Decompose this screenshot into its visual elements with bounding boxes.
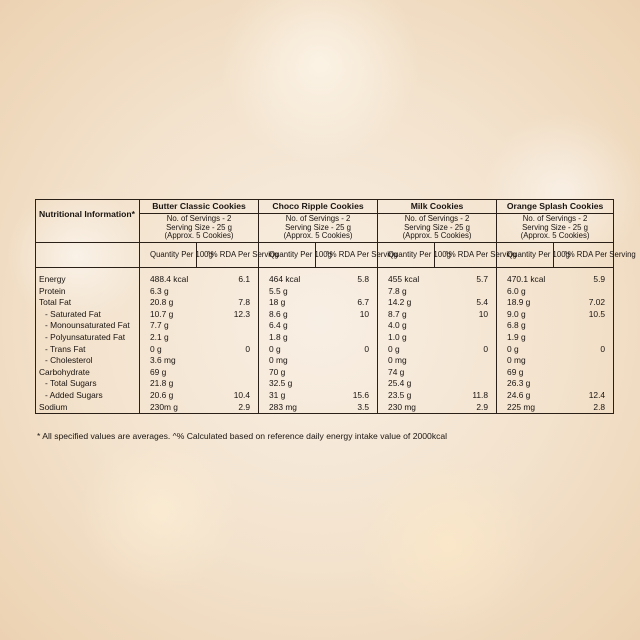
serving-line: Serving Size - 25 g xyxy=(522,222,588,232)
rda-cell xyxy=(316,378,378,390)
nutrient-label: Carbohydrate xyxy=(39,366,90,377)
quantity-cell: 74 g xyxy=(378,367,435,379)
rda-cell xyxy=(554,378,614,390)
quantity-cell: 283 mg xyxy=(259,402,316,414)
serving-line: (Approx. 5 Cookies) xyxy=(283,231,353,241)
quantity-cell: 21.8 g xyxy=(140,378,197,390)
quantity-cell: 14.2 g xyxy=(378,297,435,309)
nutrient-row xyxy=(36,355,614,367)
quantity-cell: 2.1 g xyxy=(140,332,197,344)
quantity-cell: 20.6 g xyxy=(140,390,197,402)
nutrient-row xyxy=(36,309,614,321)
serving-line: No. of Servings - 2 xyxy=(522,214,588,224)
rda-cell xyxy=(316,355,378,367)
serving-line: Serving Size - 25 g xyxy=(404,222,470,232)
quantity-cell: 0 g xyxy=(497,344,554,356)
serving-line: Serving Size - 25 g xyxy=(166,222,232,232)
rda-cell xyxy=(554,286,614,298)
quantity-cell: 225 mg xyxy=(497,402,554,414)
quantity-cell: 0 g xyxy=(378,344,435,356)
rda-cell: 7.8 xyxy=(238,297,251,308)
quantity-cell: 0 mg xyxy=(378,355,435,367)
product-header: Choco Ripple Cookies xyxy=(259,200,378,214)
quantity-cell: 0 g xyxy=(259,344,316,356)
rda-cell xyxy=(435,286,497,298)
rda-cell: 3.5 xyxy=(357,401,370,412)
quantity-cell: 24.6 g xyxy=(497,390,554,402)
nutrient-label: - Trans Fat xyxy=(45,343,86,354)
serving-info xyxy=(378,214,497,243)
quantity-cell: 5.5 g xyxy=(259,286,316,298)
nutrient-label: - Added Sugars xyxy=(45,389,103,400)
quantity-cell: 0 mg xyxy=(259,355,316,367)
quantity-cell: 23.5 g xyxy=(378,390,435,402)
quantity-cell: 0 g xyxy=(140,344,197,356)
quantity-cell: 1.0 g xyxy=(378,332,435,344)
quantity-cell: 488.4 kcal xyxy=(140,268,197,286)
quantity-cell: 6.8 g xyxy=(497,320,554,332)
nutrient-row xyxy=(36,344,614,356)
nutrient-row xyxy=(36,402,614,414)
rda-cell xyxy=(435,332,497,344)
serving-info xyxy=(259,214,378,243)
rda-cell xyxy=(316,332,378,344)
quantity-cell: 455 kcal xyxy=(378,268,435,286)
quantity-cell: 7.8 g xyxy=(378,286,435,298)
quantity-cell: 1.9 g xyxy=(497,332,554,344)
serving-info xyxy=(140,214,259,243)
nutrition-grid xyxy=(35,199,636,414)
product-header: Butter Classic Cookies xyxy=(140,200,259,214)
rda-cell: 5.9 xyxy=(593,274,606,285)
quantity-cell: 6.4 g xyxy=(259,320,316,332)
nutrient-label: - Total Sugars xyxy=(45,378,97,389)
rda-per-serving-header: ^% RDA Per Serving xyxy=(197,243,259,268)
rda-per-serving-header: ^% RDA Per Serving xyxy=(316,243,378,268)
product-header: Milk Cookies xyxy=(378,200,497,214)
quantity-cell: 25.4 g xyxy=(378,378,435,390)
nutrient-label: - Polyunsaturated Fat xyxy=(45,332,126,343)
quantity-cell: 8.7 g xyxy=(378,309,435,321)
quantity-cell: 10.7 g xyxy=(140,309,197,321)
rda-cell: 2.9 xyxy=(476,401,489,412)
quantity-cell: 26.3 g xyxy=(497,378,554,390)
quantity-per-100g-header: Quantity Per 100g xyxy=(140,243,197,268)
nutrient-row xyxy=(36,367,614,379)
rda-cell xyxy=(197,355,259,367)
rda-cell: 10 xyxy=(359,308,370,319)
rda-cell: 10.5 xyxy=(588,308,606,319)
quantity-cell: 69 g xyxy=(140,367,197,379)
nutrient-label: Sodium xyxy=(39,401,68,412)
rda-cell: 0 xyxy=(364,343,370,354)
serving-line: (Approx. 5 Cookies) xyxy=(164,231,234,241)
rda-per-serving-header: ^% RDA Per Serving xyxy=(435,243,497,268)
rda-cell xyxy=(197,320,259,332)
nutrient-row xyxy=(36,297,614,309)
quantity-cell: 18.9 g xyxy=(497,297,554,309)
rda-cell xyxy=(554,332,614,344)
quantity-cell: 6.3 g xyxy=(140,286,197,298)
serving-info xyxy=(497,214,614,243)
rda-cell: 2.8 xyxy=(593,401,606,412)
rda-cell: 0 xyxy=(483,343,489,354)
rda-cell: 0 xyxy=(245,343,251,354)
rda-cell xyxy=(197,286,259,298)
quantity-cell: 32.5 g xyxy=(259,378,316,390)
rda-cell: 10.4 xyxy=(233,389,251,400)
serving-line: No. of Servings - 2 xyxy=(285,214,351,224)
quantity-per-100g-header: Quantity Per 100g xyxy=(259,243,316,268)
nutrient-row xyxy=(36,378,614,390)
rda-cell xyxy=(554,367,614,379)
rda-cell xyxy=(554,320,614,332)
rda-cell: 12.3 xyxy=(233,308,251,319)
quantity-cell: 7.7 g xyxy=(140,320,197,332)
quantity-cell: 230 mg xyxy=(378,402,435,414)
nutrient-label: - Saturated Fat xyxy=(45,308,101,319)
quantity-cell: 69 g xyxy=(497,367,554,379)
nutrient-row xyxy=(36,286,614,298)
quantity-cell: 0 mg xyxy=(497,355,554,367)
rda-cell xyxy=(316,286,378,298)
quantity-cell: 9.0 g xyxy=(497,309,554,321)
nutrient-row xyxy=(36,268,614,286)
rda-cell: 5.8 xyxy=(357,274,370,285)
nutrient-row xyxy=(36,320,614,332)
serving-line: No. of Servings - 2 xyxy=(404,214,470,224)
rda-cell: 6.7 xyxy=(357,297,370,308)
serving-line: Serving Size - 25 g xyxy=(285,222,351,232)
nutrition-table xyxy=(35,199,636,414)
quantity-cell: 464 kcal xyxy=(259,268,316,286)
nutrient-row xyxy=(36,390,614,402)
rda-cell xyxy=(435,355,497,367)
rda-per-serving-header: ^% RDA Per Serving xyxy=(554,243,614,268)
rda-cell: 6.1 xyxy=(238,274,251,285)
serving-line: (Approx. 5 Cookies) xyxy=(402,231,472,241)
rda-cell xyxy=(435,367,497,379)
quantity-cell: 1.8 g xyxy=(259,332,316,344)
quantity-cell: 8.6 g xyxy=(259,309,316,321)
rda-cell xyxy=(316,367,378,379)
quantity-cell: 20.8 g xyxy=(140,297,197,309)
nutrient-label: - Monounsaturated Fat xyxy=(45,320,130,331)
quantity-cell: 6.0 g xyxy=(497,286,554,298)
quantity-cell: 230m g xyxy=(140,402,197,414)
rda-cell: 5.7 xyxy=(476,274,489,285)
rda-cell: 7.02 xyxy=(588,297,606,308)
rda-cell xyxy=(435,378,497,390)
nutritional-information-heading: Nutritional Information* xyxy=(36,200,140,243)
rda-cell xyxy=(197,332,259,344)
quantity-per-100g-header: Quantity Per 100g xyxy=(378,243,435,268)
rda-cell: 5.4 xyxy=(476,297,489,308)
rda-cell: 2.9 xyxy=(238,401,251,412)
quantity-cell: 470.1 kcal xyxy=(497,268,554,286)
quantity-cell: 4.0 g xyxy=(378,320,435,332)
rda-cell xyxy=(197,367,259,379)
footnote: * All specified values are averages. ^% Calculated based on reference daily energy intake value of 2000kcal xyxy=(37,431,448,441)
serving-line: No. of Servings - 2 xyxy=(166,214,232,224)
rda-cell: 12.4 xyxy=(588,389,606,400)
nutrient-label: Protein xyxy=(39,285,66,296)
quantity-cell: 3.6 mg xyxy=(140,355,197,367)
rda-cell: 11.8 xyxy=(472,389,489,400)
nutrient-label: Energy xyxy=(39,274,66,285)
quantity-cell: 70 g xyxy=(259,367,316,379)
rda-cell: 0 xyxy=(600,343,606,354)
rda-cell xyxy=(197,378,259,390)
rda-cell: 15.6 xyxy=(352,389,370,400)
nutrient-row xyxy=(36,332,614,344)
nutrient-label: - Cholesterol xyxy=(45,355,93,366)
rda-cell xyxy=(554,355,614,367)
serving-line: (Approx. 5 Cookies) xyxy=(520,231,590,241)
rda-cell: 10 xyxy=(478,308,489,319)
quantity-cell: 18 g xyxy=(259,297,316,309)
quantity-cell: 31 g xyxy=(259,390,316,402)
rda-cell xyxy=(316,320,378,332)
rda-cell xyxy=(435,320,497,332)
empty-header-cell xyxy=(36,243,140,268)
product-header: Orange Splash Cookies xyxy=(497,200,614,214)
quantity-per-100g-header: Quantity Per 100g xyxy=(497,243,554,268)
nutrient-label: Total Fat xyxy=(39,297,72,308)
